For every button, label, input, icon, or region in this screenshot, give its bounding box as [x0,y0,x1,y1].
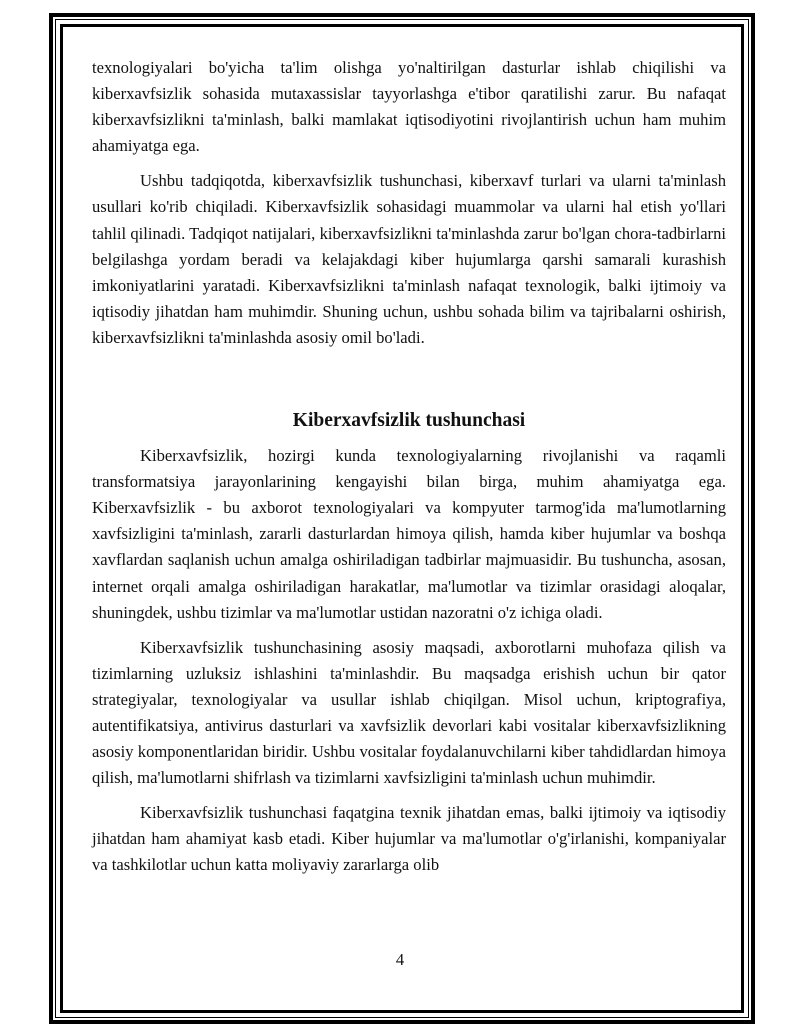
paragraph-research-overview: Ushbu tadqiqotda, kiberxavfsizlik tushunchasi, kiberxavf turlari va ularni ta'minlash usullari ko'rib chiqiladi. Kiberxavfsizlik sohasidagi muammolar va ularni hal etish yo'llari tahlil qilinadi. Tadqiqot natijalari, kiberxavfsizlikni ta'minlashda zarur bo'lgan chora-tadbirlarni belgilashga yordam beradi va kelajakdagi kiber hujumlarga qarshi samarali kurashish imkoniyatlarini yaratadi. Kiberxavfsizlikni ta'minlash nafaqat texnologik, balki ijtimoiy va iqtisodiy jihatdan ham muhimdir. Shuning uchun, ushbu sohada bilim va tajribalarni oshirish, kiberxavfsizlikni ta'minlashda asosiy omil bo'ladi. [92,171,726,347]
section-heading: Kiberxavfsizlik tushunchasi [292,410,526,432]
paragraph-social-economic: Kiberxavfsizlik tushunchasi faqatgina texnik jihatdan emas, balki ijtimoiy va iqtisodiy jihatdan ham ahamiyat kasb etadi. Kiber hujumlar va ma'lumotlar o'g'irlanishi, kompaniyalar va tashkilotlar uchun katta moliyaviy zararlarga olib [92,803,726,875]
paragraph-main-goal: Kiberxavfsizlik tushunchasining asosiy maqsadi, axborotlarni muhofaza qilish va tizimlarning uzluksiz ishlashini ta'minlashdir. Bu maqsadga erishish uchun bir qator strategiyalar, texnologiyalar va usullar ishlab chiqilgan. Misol uchun, kriptografiya, autentifikatsiya, antivirus dasturlari va xavfsizlik devorlari kabi vositalar kiberxavfsizlikning asosiy komponentlaridan biridir. Ushbu vositalar foydalanuvchilarni kiber tahdidlardan himoya qilish, ma'lumotlarni shifrlash va tizimlarni xavfsizligini ta'minlash uchun muhimdir. [92,637,726,788]
page-number: 4 [395,950,405,969]
paragraph-continuation: texnologiyalari bo'yicha ta'lim olishga yo'naltirilgan dasturlar ishlab chiqilishi va kiberxavfsizlik sohasida mutaxassislar tayyorlashga e'tibor qaratilishi zarur. Bu nafaqat kiberxavfsizlikni ta'minlash, balki mamlakat iqtisodiyotini rivojlantirish uchun ham muhim ahamiyatga ega. [92,58,726,156]
paragraph-definition: Kiberxavfsizlik, hozirgi kunda texnologiyalarning rivojlanishi va raqamli transformatsiya jarayonlarining kengayishi bilan birga, muhim ahamiyatga ega. Kiberxavfsizlik - bu axborot texnologiyalari va kompyuter tarmog'ida ma'lumotlarning xavfsizligini ta'minlash, zararli dasturlardan himoya qilish, hamda kiber hujumlar va boshqa xavflardan saqlanish uchun amalga oshiriladigan tadbirlar majmuasidir. Bu tushuncha, asosan, internet orqali amalga oshiriladigan harakatlar, ma'lumotlar va tizimlar orasidagi aloqalar, shuningdek, ushbu tizimlar va ma'lumotlar ustidan nazoratni o'z ichiga oladi. [92,446,726,622]
page-body [92,55,726,879]
